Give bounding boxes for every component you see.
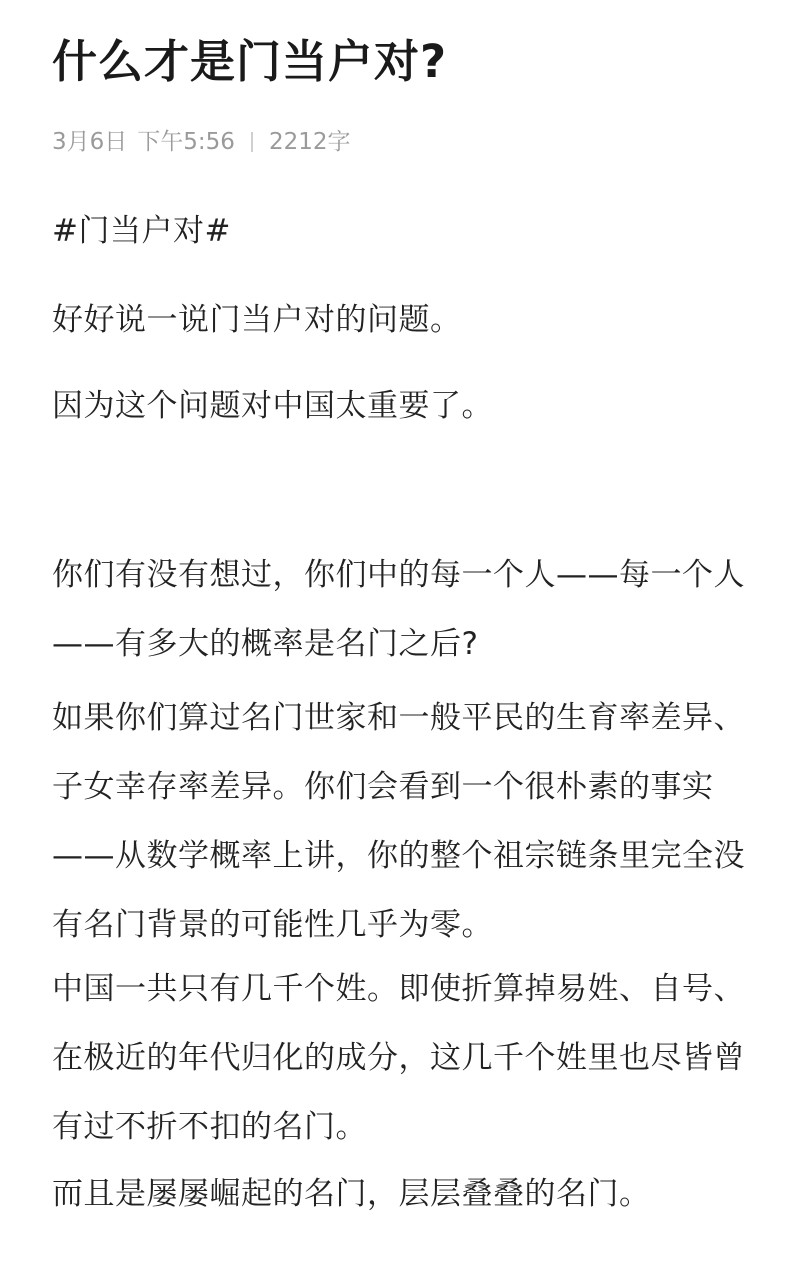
paragraph: 而且是屡屡崛起的名门，层层叠叠的名门。 [52,1176,651,1212]
paragraph: 好好说一说门当户对的问题。 [52,302,462,338]
word-count: 2212字 [268,129,351,155]
article-title: 什么才是门当户对? [52,35,448,88]
paragraph: 你们有没有想过，你们中的每一个人——每一个人——有多大的概率是名门之后? [52,557,745,662]
paragraph-hashtag: #门当户对# [52,213,231,249]
paragraph: 中国一共只有几千个姓。即使折算掉易姓、自号、在极近的年代归化的成分，这几千个姓里也尽皆曾有过不折不扣的名门。 [52,971,745,1145]
meta-divider [251,132,253,152]
paragraph: 如果你们算过名门世家和一般平民的生育率差异、子女幸存率差异。你们会看到一个很朴素的事实——从数学概率上讲，你的整个祖宗链条里完全没有名门背景的可能性几乎为零。 [52,700,745,943]
publish-time: 下午5:56 [137,129,235,155]
article-meta [52,126,350,158]
paragraph: 因为这个问题对中国太重要了。 [52,388,493,424]
publish-date: 3月6日 [52,129,128,155]
